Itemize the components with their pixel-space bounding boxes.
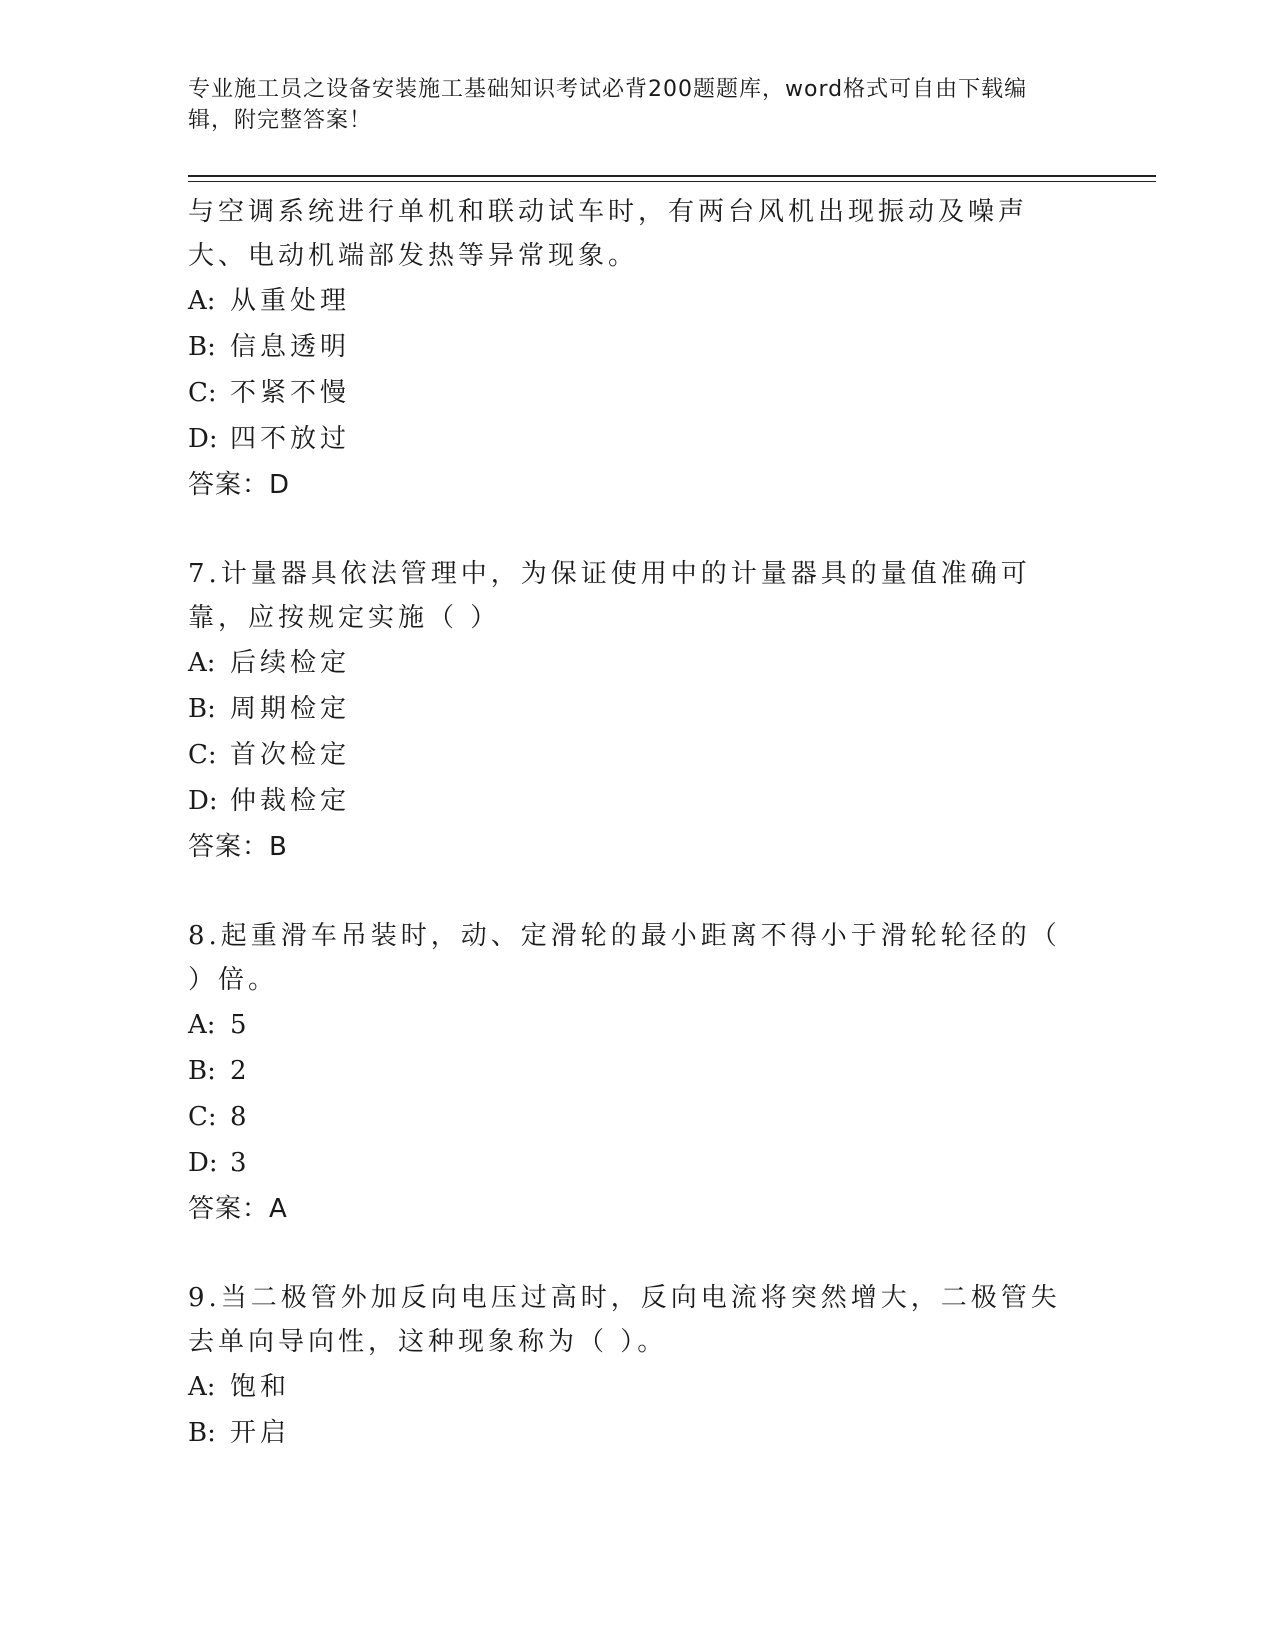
option-b xyxy=(188,324,1068,370)
option-key: A: xyxy=(188,286,216,316)
option-b xyxy=(188,1410,1068,1456)
spacer xyxy=(188,1232,1068,1276)
option-key: B: xyxy=(188,694,216,724)
option-value: 仲裁检定 xyxy=(230,786,351,816)
option-key: A: xyxy=(188,1372,216,1402)
option-d xyxy=(188,778,1068,824)
option-value: 信息透明 xyxy=(230,332,351,362)
option-key: D: xyxy=(188,1148,218,1178)
option-c xyxy=(188,732,1068,778)
question-item xyxy=(188,1276,1068,1456)
option-key: B: xyxy=(188,1056,216,1086)
option-key: A: xyxy=(188,648,216,678)
option-b xyxy=(188,686,1068,732)
answer-line: 答案：A xyxy=(188,1194,288,1224)
option-key: C: xyxy=(188,1102,217,1132)
question-text: 与空调系统进行单机和联动试车时，有两台风机出现振动及噪声大、电动机端部发热等异常现象。 xyxy=(188,197,1029,271)
option-key: B: xyxy=(188,1418,216,1448)
question-text: 7.计量器具依法管理中，为保证使用中的计量器具的量值准确可靠，应按规定实施（ ） xyxy=(188,559,1031,633)
option-d xyxy=(188,1140,1068,1186)
answer-line: 答案：D xyxy=(188,470,291,500)
header-divider-thin xyxy=(188,181,1156,182)
option-value: 首次检定 xyxy=(230,740,351,770)
option-key: B: xyxy=(188,332,216,362)
header-divider-thick xyxy=(188,175,1156,177)
option-a xyxy=(188,1002,1068,1048)
option-value: 2 xyxy=(230,1056,251,1086)
question-item xyxy=(188,914,1068,1232)
option-c xyxy=(188,370,1068,416)
question-text: 9.当二极管外加反向电压过高时，反向电流将突然增大，二极管失去单向导向性，这种现象称为（ ）。 xyxy=(188,1283,1061,1357)
option-value: 3 xyxy=(230,1148,251,1178)
option-value: 饱和 xyxy=(230,1372,291,1402)
question-text: 8.起重滑车吊装时，动、定滑轮的最小距离不得小于滑轮轮径的（ ）倍。 xyxy=(188,921,1061,995)
option-key: C: xyxy=(188,378,217,408)
option-d xyxy=(188,416,1068,462)
option-key: C: xyxy=(188,740,217,770)
answer-line: 答案：B xyxy=(188,832,288,862)
option-a xyxy=(188,278,1068,324)
option-value: 从重处理 xyxy=(230,286,351,316)
question-item xyxy=(188,552,1068,870)
option-value: 8 xyxy=(230,1102,251,1132)
option-a xyxy=(188,1364,1068,1410)
spacer xyxy=(188,508,1068,552)
option-key: A: xyxy=(188,1010,216,1040)
option-value: 开启 xyxy=(230,1418,291,1448)
question-item xyxy=(188,190,1068,508)
question-list xyxy=(188,190,1068,1456)
spacer xyxy=(188,870,1068,914)
option-value: 5 xyxy=(230,1010,251,1040)
option-value: 四不放过 xyxy=(230,424,351,454)
option-c xyxy=(188,1094,1068,1140)
option-value: 不紧不慢 xyxy=(230,378,351,408)
option-value: 后续检定 xyxy=(230,648,351,678)
option-value: 周期检定 xyxy=(230,694,351,724)
option-key: D: xyxy=(188,786,218,816)
option-a xyxy=(188,640,1068,686)
option-b xyxy=(188,1048,1068,1094)
document-header-title: 专业施工员之设备安装施工基础知识考试必背200题题库，word格式可自由下载编辑，附完整答案！ xyxy=(188,77,1028,133)
option-key: D: xyxy=(188,424,218,454)
